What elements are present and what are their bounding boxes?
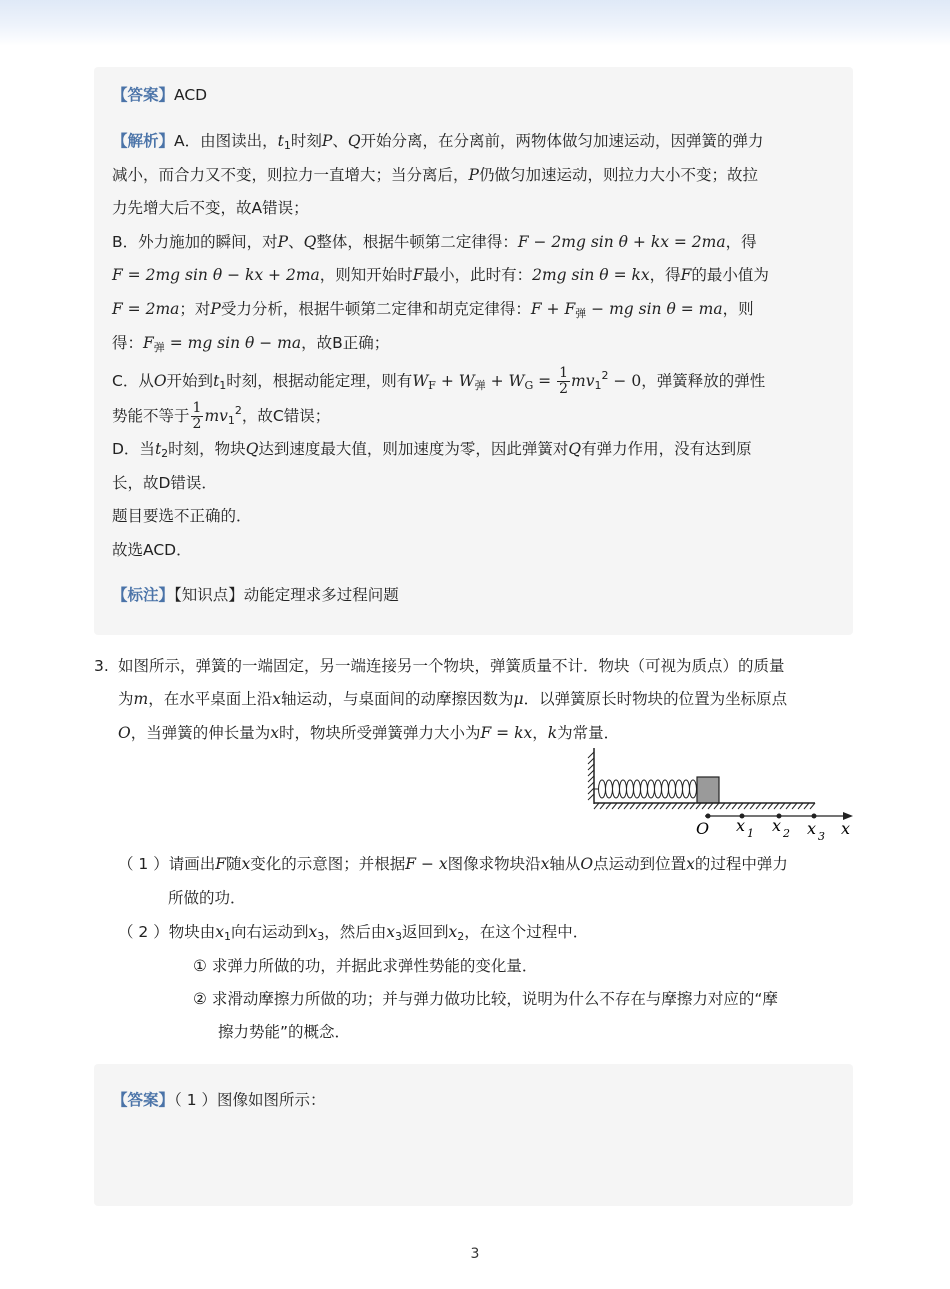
analysis-line-13: 故选ACD． <box>112 541 192 559</box>
subpart-2-line-1: ② 求滑动摩擦力所做的功；并与弹力做功比较，说明为什么不存在与摩擦力对应的“摩 <box>193 990 778 1008</box>
question-line-1: 如图所示，弹簧的一端固定，另一端连接另一个物块，弹簧质量不计．物块（可视为质点）的质量 <box>118 657 785 675</box>
part1-line-1: （ 1 ）请画出F随x变化的示意图；并根据F − x图像求物块沿x轴从O点运动到位置x的过程中弹力 <box>118 855 788 873</box>
analysis-line-9: 势能不等于 $\frac{1}{2}$ $mv_1^2$，故C错误； <box>112 400 331 432</box>
analysis-line-6: F = 2ma；对P受力分析，根据牛顿第二定律和胡克定律得：$F + F_弹$ − mg sin θ = ma，则 <box>112 300 754 320</box>
x3-subscript: 3 <box>818 830 825 840</box>
fraction-half: $\frac{1}{2}$ <box>192 400 202 432</box>
part1-line-2: 所做的功． <box>168 889 246 907</box>
analysis-line-2: 减小，而合力又不变，则拉力一直增大；当分离后，P仍做匀加速运动，则拉力大小不变；故拉 <box>112 166 758 184</box>
x1-subscript: 1 <box>747 827 754 840</box>
x1-label: x <box>736 816 746 835</box>
axis-label: x <box>841 819 851 838</box>
subpart-1: ① 求弹力所做的功，并据此求弹性势能的变化量． <box>193 957 538 975</box>
part2-line-1: （ 2 ）物块由$x_1$向右运动到$x_3$，然后由$x_3$返回到$x_2$，在这个过程中． <box>118 923 589 943</box>
analysis-line-11: 长，故D错误． <box>112 474 217 492</box>
answer-tag-2: 【答案】 <box>112 1091 175 1109</box>
x3-label: x <box>807 819 817 838</box>
note-line <box>112 584 399 606</box>
origin-label: O <box>696 819 710 838</box>
answer-text-2: （ 1 ）图像如图所示： <box>174 1091 326 1109</box>
origin-point <box>706 814 711 819</box>
block <box>697 777 719 803</box>
analysis-line-5: F = 2mg sin θ − kx + 2ma，则知开始时F最小，此时有：2mg sin θ = kx，得F的最小值为 <box>112 266 769 284</box>
analysis-line-7: 得：$F_弹$ = mg sin θ − ma，故B正确； <box>112 334 390 354</box>
spring-coil <box>594 780 697 798</box>
analysis-line-12: 题目要选不正确的． <box>112 507 252 525</box>
spring-block-figure <box>585 744 860 840</box>
analysis-tag: 【解析】 <box>112 132 175 150</box>
table-hatch <box>594 803 815 809</box>
x2-subscript: 2 <box>783 827 790 840</box>
header-band <box>0 0 950 46</box>
analysis-line-4: B．外力施加的瞬间，对P、Q整体，根据牛顿第二定律得：F − 2mg sin θ + kx = 2ma，得 <box>112 233 757 251</box>
question-number: 3. <box>94 657 109 675</box>
note-tag: 【标注】 <box>112 586 175 604</box>
fraction-half: $\frac{1}{2}$ <box>559 365 569 397</box>
subpart-2-line-2: 擦力势能”的概念． <box>218 1023 351 1041</box>
x3-point <box>812 814 817 819</box>
analysis-line-8: C．从O开始到$t_1$时刻，根据动能定理，则有$W_F + W_弹 + W_G$ = $\frac{1}{2}$ $mv_1^2 - 0$，弹簧释放的弹性 <box>112 365 766 397</box>
question-line-2: 为m，在水平桌面上沿x轴运动，与桌面间的动摩擦因数为μ．以弹簧原长时物块的位置为坐标原点 <box>118 690 788 708</box>
answer-line-2 <box>112 1089 325 1111</box>
answer-card-2 <box>94 1064 853 1206</box>
answer-text: ACD <box>174 86 208 104</box>
x2-label: x <box>772 816 782 835</box>
note-text: 【知识点】动能定理求多过程问题 <box>174 586 399 604</box>
analysis-line-3: 力先增大后不变，故A错误； <box>112 199 309 217</box>
wall-hatch <box>588 752 594 800</box>
analysis-line-1: 【解析】A．由图读出，$t_1$时刻P、Q开始分离，在分离前，两物体做匀加速运动，因弹簧的弹力 <box>112 132 764 152</box>
page-number: 3 <box>470 1246 480 1262</box>
answer-tag: 【答案】 <box>112 86 175 104</box>
analysis-line-10: D．当$t_2$时刻，物块Q达到速度最大值，则加速度为零，因此弹簧对Q有弹力作用，没有达到原 <box>112 440 752 460</box>
answer-line <box>112 84 207 106</box>
question-line-3: O，当弹簧的伸长量为x时，物块所受弹簧弹力大小为F = kx，k为常量． <box>118 724 620 742</box>
